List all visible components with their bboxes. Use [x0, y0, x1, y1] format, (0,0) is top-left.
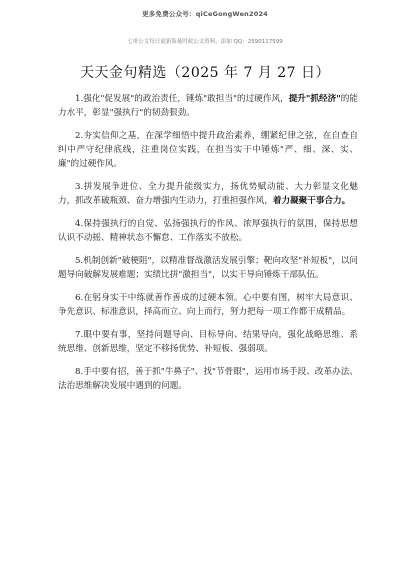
paragraph	[58, 291, 358, 319]
paragraph	[58, 129, 358, 171]
paragraph-text: 3.拼发展争进位、全力提升能级实力，扬优势赋动能、大力彰显文化魅力，抓改革破瓶颈、奋力增强内生动力，打重担强作风，	[58, 182, 358, 206]
paragraph-text-rest: 的能力水平，彰显"强执行"的韧劲狠劲。	[58, 94, 358, 118]
paragraph-text: 4.保持强执行的自觉、弘扬强执行的作风、浓厚强执行的氛围，保持思想认识不动摇、精神状态不懈怠、工作落实不放松。	[58, 219, 358, 243]
paragraph-text: 7.眼中要有事，坚持问题导向、目标导向、结果导向，强化战略思维、系统思维、创新思维，坚定不移扬优势、补短板、强弱项。	[58, 330, 358, 354]
paragraph-bold-text: 着力凝聚干事合力。	[272, 196, 351, 206]
document-title: 天天金句精选（2025 年 7 月 27 日）	[79, 65, 331, 81]
document-body	[58, 92, 358, 402]
header-contact-text: 七哥公文每日更新海量时政公文资料，添加 QQ：2590117599	[127, 39, 283, 45]
paragraph	[58, 217, 358, 245]
paragraph-text: 8.手中要有招，善于抓"牛鼻子"、找"节骨眼"，运用市场手段、改革办法、法治思维解决发展中遇到的问题。	[58, 367, 358, 391]
paragraph-bold-text: 提升"抓经济"	[288, 94, 341, 104]
paragraph-text: 6.在躬身实干中练就善作善成的过硬本领。心中要有图，树牢大局意识、争先意识、标准意识，择高而立、向上而行，努力把每一项工作都干成精品。	[58, 293, 358, 317]
paragraph	[58, 92, 358, 120]
paragraph	[58, 328, 358, 356]
paragraph	[58, 254, 358, 282]
paragraph-text: 2.夯实信仰之基，在深学细悟中提升政治素养，绷紧纪律之弦，在自查自纠中严守纪律底线，注重岗位实践，在担当实干中锤炼"严、细、深、实、廉"的过硬作风。	[58, 131, 358, 169]
paragraph-text: 1.强化"促发展"的政治责任，锤炼"敢担当"的过硬作风，	[75, 94, 289, 104]
header-promo-text: 更多免费公众号：qiCeGongWen2024	[142, 10, 268, 18]
paragraph	[58, 180, 358, 208]
paragraph	[58, 365, 358, 393]
paragraph-text: 5.机制创新"破梗阻"，以精准督战激活发展引擎；靶向攻坚"补短板"，以问题导向破解发展难题；实绩比拼"激担当"，以实干导向锤炼干部队伍。	[58, 256, 358, 280]
